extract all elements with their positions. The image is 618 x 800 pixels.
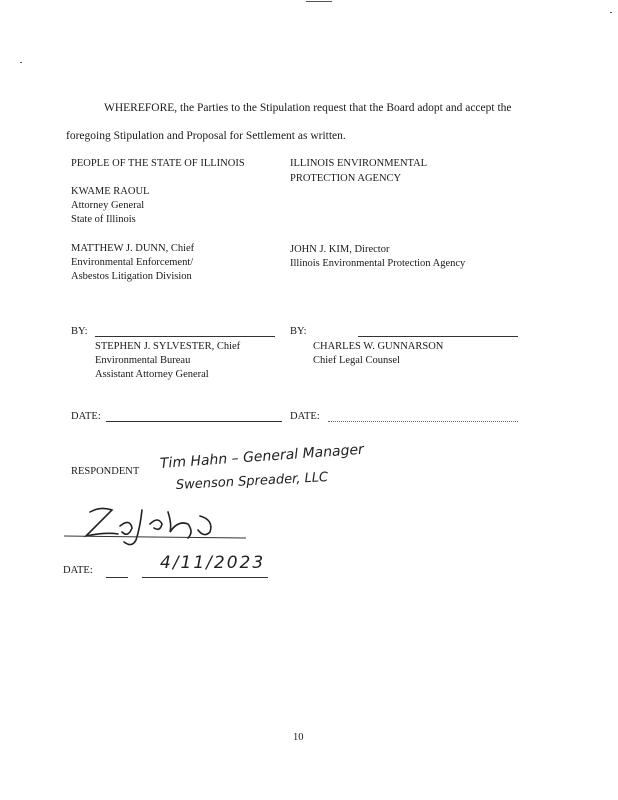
intro-line-1: WHEREFORE, the Parties to the Stipulation request that the Board adopt and accept the xyxy=(104,102,512,114)
right-by-label: BY: xyxy=(290,326,307,337)
right-party-heading-1: ILLINOIS ENVIRONMENTAL xyxy=(290,158,428,169)
scan-mark xyxy=(306,1,332,2)
ag-state: State of Illinois xyxy=(71,214,136,225)
right-date-line xyxy=(328,421,518,422)
respondent-date-line xyxy=(142,577,268,578)
respondent-label: RESPONDENT xyxy=(71,466,140,477)
left-signer-title-2: Assistant Attorney General xyxy=(95,369,209,380)
right-signer-name: CHARLES W. GUNNARSON xyxy=(313,341,444,352)
chief-division-2: Asbestos Litigation Division xyxy=(71,271,192,282)
respondent-date-label: DATE: xyxy=(63,565,93,576)
ag-name: KWAME RAOUL xyxy=(71,186,150,197)
ag-title: Attorney General xyxy=(71,200,145,211)
left-by-label: BY: xyxy=(71,326,88,337)
director-agency: Illinois Environmental Protection Agency xyxy=(290,258,466,269)
right-party-heading-2: PROTECTION AGENCY xyxy=(290,173,402,184)
respondent-signature xyxy=(60,498,250,550)
scan-mark xyxy=(20,62,22,63)
right-signature-line xyxy=(358,336,518,337)
scan-mark xyxy=(610,12,612,13)
director-name: JOHN J. KIM, Director xyxy=(290,244,390,255)
left-date-label: DATE: xyxy=(71,411,101,422)
left-signer-name: STEPHEN J. SYLVESTER, Chief xyxy=(95,341,241,352)
respondent-date-lead xyxy=(106,577,128,578)
chief-name: MATTHEW J. DUNN, Chief xyxy=(71,243,195,254)
respondent-handwritten-company: Swenson Spreader, LLC xyxy=(175,470,329,493)
right-signer-title: Chief Legal Counsel xyxy=(313,355,400,366)
chief-division-1: Environmental Enforcement/ xyxy=(71,257,194,268)
left-signature-line xyxy=(95,336,275,337)
left-signer-title-1: Environmental Bureau xyxy=(95,355,191,366)
respondent-handwritten-name: Tim Hahn – General Manager xyxy=(159,441,365,472)
left-date-line xyxy=(106,421,282,422)
intro-line-2: foregoing Stipulation and Proposal for Settlement as written. xyxy=(66,130,346,142)
page-number: 10 xyxy=(293,732,304,743)
left-party-heading: PEOPLE OF THE STATE OF ILLINOIS xyxy=(71,158,245,169)
right-date-label: DATE: xyxy=(290,411,320,422)
respondent-date-value: 4/11/2023 xyxy=(160,553,266,573)
